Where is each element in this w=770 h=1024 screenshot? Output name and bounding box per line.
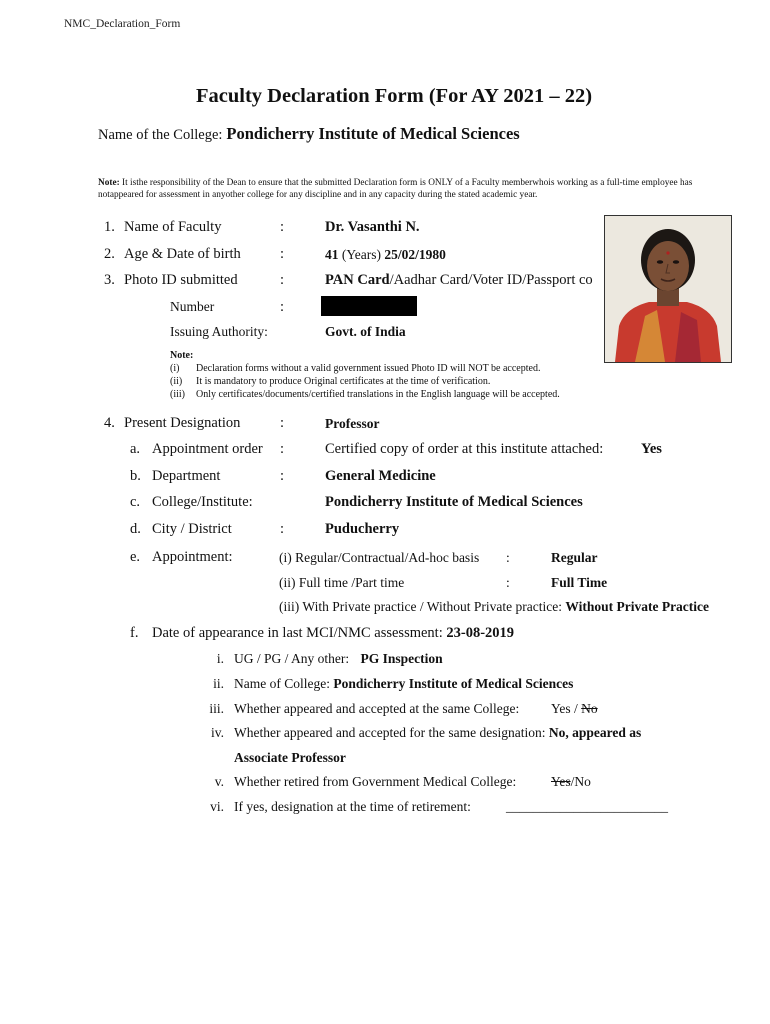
same-designation-value: No, appeared as bbox=[548, 725, 642, 740]
id-note-item-number: (ii) bbox=[170, 376, 183, 387]
field-number-4: 4. bbox=[104, 415, 115, 431]
private-practice-label: (iii) With Private practice / Without Private practice: bbox=[279, 599, 562, 614]
redacted-id-number bbox=[321, 296, 417, 316]
colon: : bbox=[280, 441, 285, 457]
institute-value: Pondicherry Institute of Medical Sciences bbox=[325, 494, 583, 510]
appointment-order-text: Certified copy of order at this institute attached: bbox=[325, 441, 604, 457]
dean-note bbox=[98, 177, 708, 201]
private-practice-value: Without Private Practice bbox=[565, 599, 710, 614]
dean-note-label: Note: bbox=[98, 178, 120, 188]
assessed-college-label: Name of College: bbox=[234, 676, 330, 691]
same-college-label: Whether appeared and accepted at the same College: bbox=[234, 701, 520, 716]
appointment-label: Appointment: bbox=[152, 549, 233, 565]
retired-yes-struck: Yes bbox=[551, 774, 571, 789]
appointment-order-value: Yes bbox=[641, 441, 662, 457]
id-note-item-number: (iii) bbox=[170, 389, 185, 400]
retired-label: Whether retired from Government Medical College: bbox=[234, 774, 517, 789]
age-label: Age & Date of birth bbox=[124, 246, 241, 262]
id-note-label: Note: bbox=[170, 350, 194, 361]
field-number-3: 3. bbox=[104, 272, 115, 288]
issuing-authority-label: Issuing Authority: bbox=[170, 324, 268, 339]
sub-letter-e: e. bbox=[130, 549, 141, 565]
colon: : bbox=[280, 415, 285, 431]
assessed-college-value: Pondicherry Institute of Medical Sciences bbox=[333, 676, 574, 691]
photo-id-options bbox=[325, 272, 593, 289]
fulltime-value: Full Time bbox=[551, 575, 608, 590]
colon: : bbox=[280, 272, 285, 288]
item-number-ii: ii. bbox=[213, 676, 224, 691]
age-years: 41 bbox=[325, 247, 339, 262]
same-designation-row bbox=[234, 725, 641, 741]
id-note bbox=[170, 349, 560, 401]
issuing-authority-value: Govt. of India bbox=[325, 324, 406, 339]
colon: : bbox=[506, 550, 510, 565]
faculty-name: Dr. Vasanthi N. bbox=[325, 219, 420, 235]
college-name: Pondicherry Institute of Medical Sciences bbox=[226, 124, 520, 143]
same-college-no-struck: No bbox=[581, 701, 598, 716]
dean-note-text: It isthe responsibility of the Dean to ensure that the submitted Declaration form is ONLY of a Faculty memberwhois working as a full-time employee has notappeared for assessment in anyother college for any discipline and in any capacity during the stated academic year. bbox=[98, 178, 693, 200]
field-number-2: 2. bbox=[104, 246, 115, 262]
sub-letter-f: f. bbox=[130, 625, 139, 641]
colon: : bbox=[280, 468, 285, 484]
retirement-designation-blank: ________________________ bbox=[506, 799, 668, 814]
form-title: Faculty Declaration Form (For AY 2021 – 22) bbox=[196, 85, 593, 107]
sub-letter-d: d. bbox=[130, 521, 141, 537]
ug-pg-label: UG / PG / Any other: bbox=[234, 651, 350, 666]
item-number-iv: iv. bbox=[211, 725, 224, 740]
name-label: Name of Faculty bbox=[124, 219, 222, 235]
assessment-date: 23-08-2019 bbox=[446, 625, 515, 641]
same-college-answer bbox=[551, 701, 598, 717]
years-unit: (Years) bbox=[341, 247, 381, 262]
appointment-basis-value: Regular bbox=[551, 550, 598, 565]
same-designation-value-continued: Associate Professor bbox=[234, 750, 346, 765]
colon: : bbox=[280, 219, 285, 235]
same-designation-label: Whether appeared and accepted for the same designation: bbox=[234, 725, 546, 740]
photo-id-label: Photo ID submitted bbox=[124, 272, 238, 288]
city-value: Puducherry bbox=[325, 521, 400, 537]
college-line bbox=[98, 124, 520, 144]
colon: : bbox=[280, 246, 285, 262]
colon: : bbox=[506, 575, 510, 590]
assessed-college-row bbox=[234, 676, 573, 692]
item-number-iii: iii. bbox=[209, 701, 224, 716]
id-note-item bbox=[170, 375, 560, 388]
faculty-portrait-image bbox=[605, 216, 731, 362]
colon: : bbox=[280, 299, 285, 315]
department-label: Department bbox=[152, 468, 221, 484]
item-number-v: v. bbox=[214, 774, 224, 789]
college-label: Name of the College: bbox=[98, 127, 223, 143]
colon: : bbox=[280, 521, 285, 537]
fulltime-label: (ii) Full time /Part time bbox=[279, 575, 405, 590]
field-number-1: 1. bbox=[104, 219, 115, 235]
date-of-birth: 25/02/1980 bbox=[384, 247, 446, 262]
designation-label: Present Designation bbox=[124, 415, 241, 431]
retired-answer bbox=[551, 774, 591, 790]
id-note-item-text: Declaration forms without a valid government issued Photo ID will NOT be accepted. bbox=[196, 363, 541, 374]
item-number-vi: vi. bbox=[210, 799, 224, 814]
retired-no: /No bbox=[570, 774, 591, 789]
sub-letter-a: a. bbox=[130, 441, 141, 457]
assessment-row bbox=[152, 625, 514, 642]
faculty-photo bbox=[604, 215, 732, 363]
retirement-designation-label: If yes, designation at the time of retirement: bbox=[234, 799, 471, 814]
id-note-item-text: It is mandatory to produce Original certificates at the time of verification. bbox=[196, 376, 491, 387]
ug-pg-value: PG Inspection bbox=[360, 651, 443, 666]
photo-id-selected: PAN Card bbox=[325, 272, 390, 288]
appointment-order-label: Appointment order bbox=[152, 441, 263, 457]
department-value: General Medicine bbox=[325, 468, 436, 484]
id-note-item bbox=[170, 388, 560, 401]
id-note-item bbox=[170, 362, 560, 375]
same-college-yes: Yes / bbox=[551, 701, 578, 716]
private-practice-row bbox=[279, 599, 709, 615]
assessment-label: Date of appearance in last MCI/NMC assessment: bbox=[152, 625, 443, 641]
photo-id-other-options: /Aadhar Card/Voter ID/Passport co bbox=[389, 272, 593, 288]
sub-letter-b: b. bbox=[130, 468, 141, 484]
id-note-item-text: Only certificates/documents/certified translations in the English language will be accepted. bbox=[196, 389, 560, 400]
id-number-label: Number bbox=[170, 299, 215, 314]
city-label: City / District bbox=[152, 521, 232, 537]
ug-pg-row bbox=[234, 651, 443, 667]
id-note-item-number: (i) bbox=[170, 363, 180, 374]
age-value bbox=[325, 247, 446, 263]
document-header: NMC_Declaration_Form bbox=[64, 18, 181, 30]
item-number-i: i. bbox=[216, 651, 224, 666]
designation-value: Professor bbox=[325, 416, 380, 431]
appointment-basis-label: (i) Regular/Contractual/Ad-hoc basis bbox=[279, 550, 480, 565]
sub-letter-c: c. bbox=[130, 494, 141, 510]
institute-label: College/Institute: bbox=[152, 494, 253, 510]
